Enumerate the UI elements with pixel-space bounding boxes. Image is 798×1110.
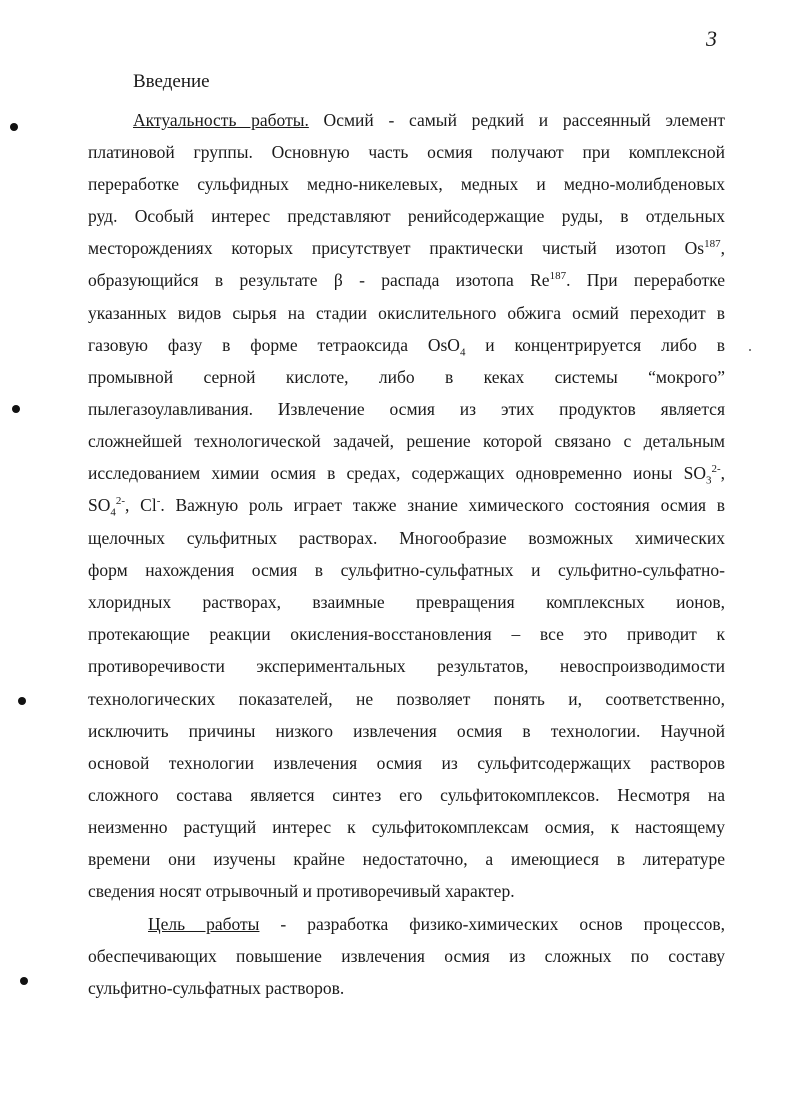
binder-mark-1 — [10, 123, 18, 131]
binder-mark-2 — [12, 405, 20, 413]
text-line: указанных видов сырья на стадии окислительного обжига осмий переходит в — [88, 303, 725, 323]
text-line: щелочных сульфитных растворах. Многообразие возможных химических — [88, 528, 725, 548]
binder-mark-4 — [20, 977, 28, 985]
text-line: сложного состава является синтез его сульфитокомплексов. Несмотря на — [88, 785, 725, 805]
text-line: газовую фазу в форме тетраоксида OsO$_4$ и концентрируется либо в — [88, 335, 725, 359]
text-line: исключить причины низкого извлечения осмия в технологии. Научной — [88, 721, 725, 741]
text-line: сведения носят отрывочный и противоречивый характер. — [88, 881, 515, 901]
text-line: пылегазоулавливания. Извлечение осмия из этих продуктов является — [88, 399, 725, 419]
binder-mark-3 — [18, 697, 26, 705]
text-line: месторождениях которых присутствует практически чистый изотоп Os$^{187}$, — [88, 238, 725, 258]
text-line: сложнейшей технологической задачей, решение которой связано с детальным — [88, 431, 725, 451]
text-line: технологических показателей, не позволяет понять и, соответственно, — [88, 689, 725, 709]
text-line: обеспечивающих повышение извлечения осмия из сложных по составу — [88, 946, 725, 966]
text-line: форм нахождения осмия в сульфитно-сульфатных и сульфитно-сульфатно- — [88, 560, 725, 580]
section-heading: Введение — [133, 71, 210, 92]
text-line: промывной серной кислоте, либо в кеках системы “мокрого” — [88, 367, 725, 387]
text-line: неизменно растущий интерес к сульфитокомплексам осмия, к настоящему — [88, 817, 725, 837]
text-line: основой технологии извлечения осмия из сульфитсодержащих растворов — [88, 753, 725, 773]
text-line: хлоридных растворах, взаимные превращения комплексных ионов, — [88, 592, 725, 612]
text-line: исследованием химии осмия в средах, содержащих одновременно ионы $SO_3^{2-}$, — [88, 463, 725, 487]
goal-title: Цель работы — [148, 914, 260, 934]
text-line: протекающие реакции окисления-восстановления – все это приводит к — [88, 624, 725, 644]
text-line: руд. Особый интерес представляют ренийсодержащие руды, в отдельных — [88, 206, 725, 226]
page-number: 3 — [706, 26, 717, 51]
text-line: противоречивости экспериментальных результатов, невоспроизводимости — [88, 656, 725, 676]
text-line: платиновой группы. Основную часть осмия получают при комплексной — [88, 142, 725, 162]
text-line: Актуальность работы. Осмий - самый редкий и рассеянный элемент — [133, 110, 725, 130]
scan-speck — [749, 349, 751, 351]
text-line: Цель работы - разработка физико-химических основ процессов, — [148, 914, 726, 934]
text-line: переработке сульфидных медно-никелевых, медных и медно-молибденовых — [88, 174, 725, 194]
text-line: $SO_4^{2-}$, Cl-. Важную роль играет также знание химического состояния осмия в — [88, 495, 725, 519]
text-line: сульфитно-сульфатных растворов. — [88, 978, 345, 998]
text-line: времени они изучены крайне недостаточно, а имеющиеся в литературе — [88, 849, 725, 869]
relevance-title: Актуальность работы. — [133, 110, 309, 130]
text-line: образующийся в результате β - распада изотопа Re$^{187}$. При переработке — [88, 270, 725, 290]
